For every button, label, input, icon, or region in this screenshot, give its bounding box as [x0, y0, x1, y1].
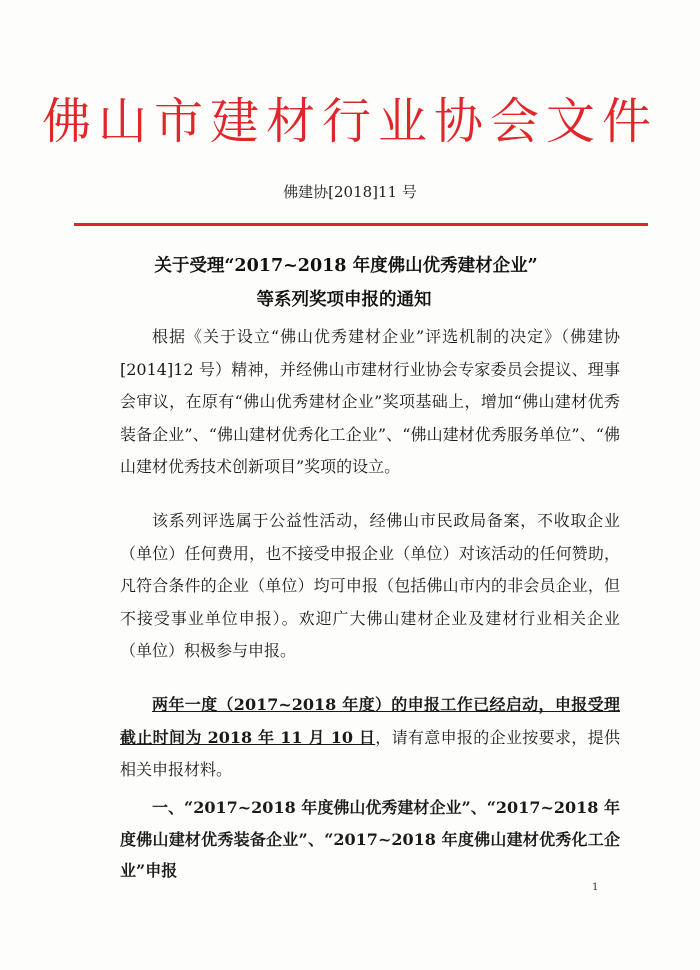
body-paragraph-3 — [120, 689, 620, 787]
notice-title-line-1: 关于受理“2017~2018 年度佛山优秀建材企业” — [154, 256, 538, 276]
org-title: 佛山市建材行业协会文件 — [41, 93, 658, 150]
deadline-emphasis: 两年一度（2017~2018 年度）的申报工作已经启动，申报受理截止时间为 2018 年 11 月 10 日 — [120, 695, 620, 747]
document-number: 佛建协[2018]11 号 — [283, 183, 417, 201]
body-paragraph-1: 根据《关于设立“佛山优秀建材企业”评选机制的决定》（佛建协[2014]12 号）精神，并经佛山市建材行业协会专家委员会提议、理事会审议，在原有“佛山优秀建材企业”奖项基础上，增加“佛山建材优秀装备企业”、“佛山建材优秀化工企业”、“佛山建材优秀服务单位”、“佛山建材优秀技术创新项目”奖项的设立。 — [120, 327, 620, 477]
body-paragraph-2: 该系列评选属于公益性活动，经佛山市民政局备案，不收取企业（单位）任何费用，也不接受申报企业（单位）对该活动的任何赞助，凡符合条件的企业（单位）均可申报（包括佛山市内的非会员企业，但不接受事业单位申报）。欢迎广大佛山建材企业及建材行业相关企业（单位）积极参与申报。 — [120, 511, 620, 661]
page-number: 1 — [592, 882, 599, 893]
body-paragraph-3-rest: ，请有意申报的企业按要求，提供相关申报材料。 — [120, 727, 620, 780]
section-heading-1: 一、“2017~2018 年度佛山优秀建材企业”、“2017~2018 年度佛山建材优秀装备企业”、“2017~2018 年度佛山建材优秀化工企业”申报 — [120, 798, 620, 880]
notice-title-line-2: 等系列奖项申报的通知 — [256, 290, 432, 310]
red-divider-line — [74, 223, 648, 226]
